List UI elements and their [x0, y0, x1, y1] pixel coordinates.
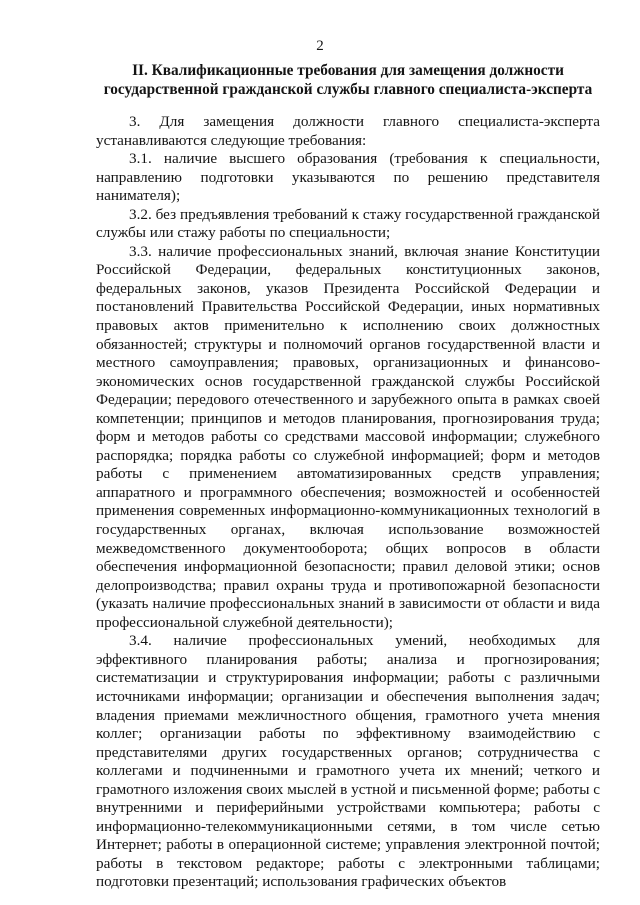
paragraph-3-1: 3.1. наличие высшего образования (требования к специальности, направлению подготовки указываются по решению представителя нанимателя); [96, 150, 600, 205]
page-number: 2 [316, 38, 324, 54]
section-heading: II. Квалификационные требования для замещения должности государственной гражданской службы главного специалиста-эксперта [103, 62, 593, 98]
paragraph-3-3: 3.3. наличие профессиональных знаний, включая знание Конституции Российской Федерации, федеральных конституционных законов, федеральных законов, указов Президента Российской Федерации и постановлений Правительства Российской Федерации, иных нормативных правовых актов применительно к исполнению своих должностных обязанностей; структуры и полномочий органов государственной власти и местного самоуправления; правовых, организационных и финансово-экономических основ государственной гражданской службы Российской Федерации; передового отечественного и зарубежного опыта в рамках своей компетенции; принципов и методов планирования, прогнозирования труда; форм и методов работы со средствами массовой информации; служебного распорядка; порядка работы со служебной информацией; форм и методов работы с применением автоматизированных средств управления; аппаратного и программного обеспечения; возможностей и особенностей применения современных информационно-коммуникационных технологий в государственных органах, включая использование возможностей межведомственного документооборота; общих вопросов в области обеспечения информационной безопасности; правил деловой этики; основ делопроизводства; правил охраны труда и противопожарной безопасности (указать наличие профессиональных знаний в зависимости от области и вида профессиональной служебной деятельности); [96, 242, 600, 631]
document-body [96, 113, 600, 892]
paragraph-3-2: 3.2. без предъявления требований к стажу государственной гражданской службы или стажу работы по специальности; [96, 205, 600, 242]
paragraph-3: 3. Для замещения должности главного специалиста-эксперта устанавливаются следующие требования: [96, 113, 600, 149]
paragraph-3-4: 3.4. наличие профессиональных умений, необходимых для эффективного планирования работы; анализа и прогнозирования; систематизации и структурирования информации; работы с различными источниками информации; организации и обеспечения выполнения задач; владения приемами межличностного общения, грамотного учета мнения коллег; организации работы по эффективному взаимодействию с представителями других государственных органов; сотрудничества с коллегами и подчиненными и грамотного учета их мнений; четкого и грамотного изложения своих мыслей в устной и письменной форме; работы с внутренними и периферийными устройствами компьютера; работы с информационно-телекоммуникационными сетями, в том числе сетью Интернет; работы в операционной системе; управления электронной почтой; работы в текстовом редакторе; работы с электронными таблицами; подготовки презентаций; использования графических объектов [96, 632, 600, 891]
